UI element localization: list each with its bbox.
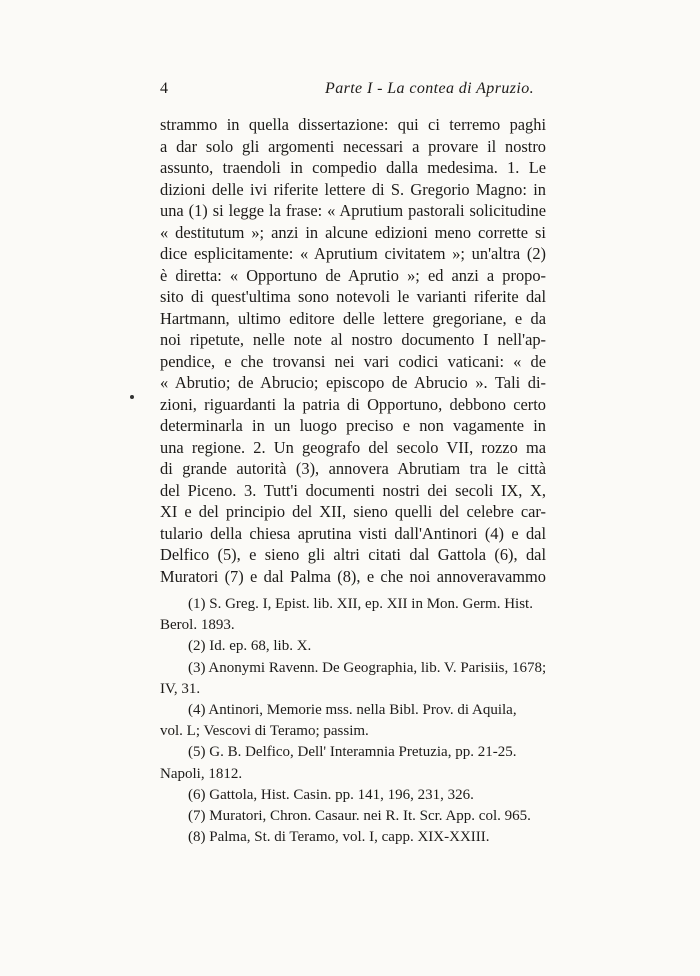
footnote-7: (7) Muratori, Chron. Casaur. nei R. It. Scr. App. col. 965. (188, 807, 531, 824)
body-line: è diretta: « Opportuno de Aprutio »; ed anzi a propo- (160, 265, 546, 285)
footnote-1: (1) S. Greg. I, Epist. lib. XII, ep. XII in Mon. Germ. Hist. (188, 596, 533, 612)
footnote-2: (2) Id. ep. 68, lib. X. (188, 638, 312, 655)
body-line: strammo in quella dissertazione: qui ci terremo paghi (160, 115, 546, 134)
page-header (160, 80, 546, 104)
footnote-4-continued: vol. L; Vescovi di Teramo; passim. (160, 723, 369, 740)
page-number: 4 (160, 80, 169, 97)
body-line: a dar solo gli argomenti necessari a provare il nostro (160, 136, 546, 156)
footnote-8: (8) Palma, St. di Teramo, vol. I, capp. XIX-XXIII. (188, 829, 490, 846)
body-line: determinarla in un luogo preciso e non vagamente in (160, 416, 546, 435)
footnote-6: (6) Gattola, Hist. Casin. pp. 141, 196, 231, 326. (188, 786, 474, 803)
body-line: XI e del principio del XII, sieno quelli del celebre car- (160, 502, 546, 521)
body-line: assunto, traendoli in compedio dalla medesima. 1. Le (160, 158, 546, 177)
footnote-1-continued: Berol. 1893. (160, 617, 235, 634)
body-line: « Abrutio; de Abrucio; episcopo de Abrucio ». Tali di- (160, 373, 546, 392)
footnote-3: (3) Anonymi Ravenn. De Geographia, lib. V. Parisiis, 1678; (188, 659, 547, 676)
body-line: Muratori (7) e dal Palma (8), e che noi annoveravammo (160, 566, 546, 586)
footnote-3-continued: IV, 31. (160, 680, 201, 697)
running-title: Parte I - La contea di Apruzio. (325, 80, 534, 97)
footnote-4: (4) Antinori, Memorie mss. nella Bibl. Prov. di Aquila, (188, 701, 517, 718)
body-line: sito di quest'ultima sono notevoli le varianti riferite dal (160, 287, 546, 306)
body-line: tulario della chiesa aprutina visti dall'Antinori (4) e dal (160, 523, 546, 543)
footnotes (160, 594, 546, 848)
body-line: dice esplicitamente: « Aprutium civitatem »; un'altra (2) (160, 244, 546, 263)
footnote-5-continued: Napoli, 1812. (160, 765, 243, 782)
body-line: pendice, e che trovansi nei vari codici vaticani: « de (160, 351, 546, 371)
footnote-5: (5) G. B. Delfico, Dell' Interamnia Pretuzia, pp. 21-25. (188, 744, 517, 761)
body-line: del Piceno. 3. Tutt'i documenti nostri dei secoli IX, X, (160, 480, 546, 500)
body-line: dizioni delle ivi riferite lettere di S. Gregorio Magno: in (160, 179, 546, 199)
body-line: Delfico (5), e sieno gli altri citati dal Gattola (6), dal (160, 545, 546, 564)
body-line: di grande autorità (3), annovera Abrutiam tra le città (160, 459, 546, 478)
body-line: zioni, riguardanti la patria di Opportuno, debbono certo (160, 394, 546, 414)
margin-dot (130, 395, 134, 399)
body-line: una regione. 2. Un geografo del secolo VII, rozzo ma (160, 437, 546, 457)
body-line: Hartmann, ultimo editore delle lettere gregoriane, e da (160, 308, 546, 328)
body-line: una (1) si legge la frase: « Aprutium pastorali solicitudine (160, 201, 546, 220)
body-line: « destitutum »; anzi in alcune edizioni meno corrette si (160, 222, 546, 242)
body-line: noi ripetute, nelle note al nostro documento I nell'ap- (160, 330, 546, 349)
body-text (160, 114, 546, 587)
